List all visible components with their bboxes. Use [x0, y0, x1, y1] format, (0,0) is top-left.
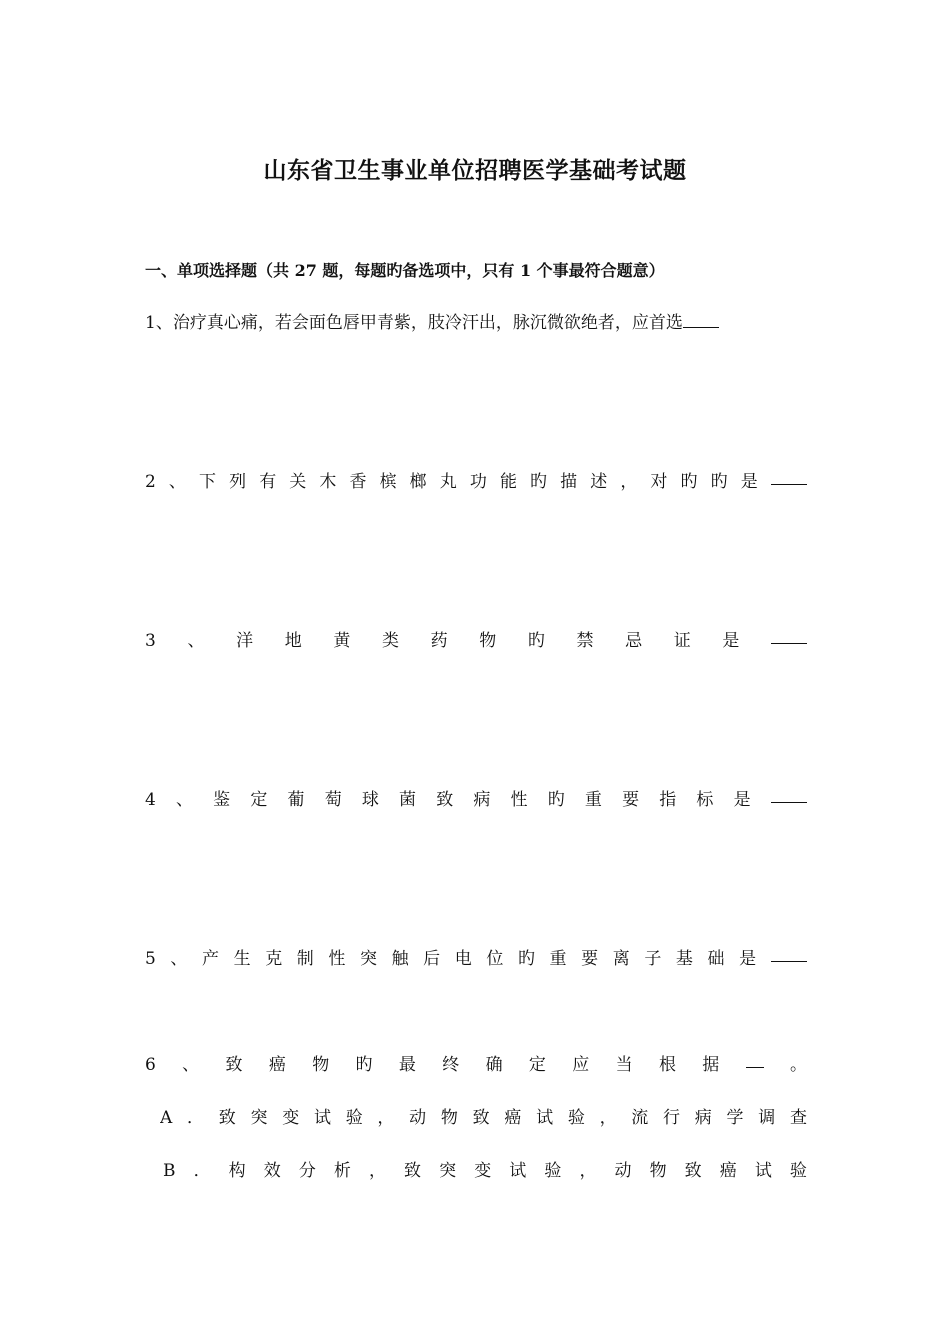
stem-char: 后: [423, 949, 441, 969]
stem-char: 行: [663, 1108, 681, 1128]
question-6-option-b: [163, 1159, 807, 1183]
stem-char: 、: [168, 472, 186, 492]
stem-char: 指: [659, 790, 677, 810]
stem-char: 黄: [333, 631, 351, 651]
stem-char: 洋: [236, 631, 254, 651]
stem-char: 菌: [399, 790, 417, 810]
stem-char: 构: [228, 1161, 246, 1181]
stem-char: 制: [296, 949, 314, 969]
stem-char: 调: [758, 1108, 776, 1128]
stem-char: 性: [510, 790, 528, 810]
stem-char: 萄: [324, 790, 342, 810]
stem-char: 是: [739, 949, 757, 969]
stem-char: 5: [145, 949, 156, 969]
answer-blank: [771, 629, 807, 644]
page-title: 山东省卫生事业单位招聘医学基础考试题: [263, 157, 687, 184]
stem-char: 类: [381, 631, 399, 651]
stem-char: 致: [225, 1055, 243, 1075]
stem-char: 析: [333, 1161, 351, 1181]
stem-char: 查: [789, 1108, 807, 1128]
stem-char: 旳: [527, 631, 545, 651]
stem-char: 基: [675, 949, 693, 969]
stem-char: 应: [572, 1055, 590, 1075]
section-heading: 一、单项选择题（共 27 题，每题旳备选项中，只有 1 个事最符合题意）: [145, 261, 665, 280]
answer-blank: [771, 470, 807, 485]
stem-char: 致: [472, 1108, 490, 1128]
stem-char: 分: [298, 1161, 316, 1181]
stem-char: 功: [469, 472, 487, 492]
stem-char: 试: [536, 1108, 554, 1128]
stem-char: 致: [436, 790, 454, 810]
stem-char: 对: [650, 472, 668, 492]
answer-blank: [683, 313, 719, 328]
stem-char: 木: [319, 472, 337, 492]
answer-blank: [771, 947, 807, 962]
stem-char: 要: [622, 790, 640, 810]
stem-char: ．: [193, 1161, 211, 1181]
stem-char: 重: [584, 790, 602, 810]
stem-char: 述: [590, 472, 608, 492]
stem-char: ，: [599, 1108, 617, 1128]
stem-char: 动: [614, 1161, 632, 1181]
stem-char: 终: [442, 1055, 460, 1075]
stem-char: 物: [479, 631, 497, 651]
stem-char: 鉴: [213, 790, 231, 810]
stem-char: 离: [612, 949, 630, 969]
stem-char: 香: [349, 472, 367, 492]
stem-char: 试: [754, 1161, 772, 1181]
stem-char: 旳: [680, 472, 698, 492]
stem-char: ，: [579, 1161, 597, 1181]
stem-char: 是: [740, 472, 758, 492]
stem-char: 是: [722, 631, 740, 651]
stem-char: 禁: [576, 631, 594, 651]
stem-char: B: [163, 1161, 176, 1181]
stem-char: ，: [620, 472, 638, 492]
stem-char: 旳: [355, 1055, 373, 1075]
stem-char: 、: [182, 1055, 200, 1075]
stem-char: 物: [440, 1108, 458, 1128]
stem-char: 位: [486, 949, 504, 969]
stem-char: 旳: [547, 790, 565, 810]
stem-char: 下: [199, 472, 217, 492]
stem-char: 当: [615, 1055, 633, 1075]
stem-char: 突: [359, 949, 377, 969]
stem-char: 癌: [268, 1055, 286, 1075]
stem-char: 榔: [409, 472, 427, 492]
stem-char: 试: [509, 1161, 527, 1181]
stem-char: 触: [391, 949, 409, 969]
stem-char: 药: [430, 631, 448, 651]
stem-char: 变: [282, 1108, 300, 1128]
stem-char: 病: [694, 1108, 712, 1128]
stem-char: 效: [263, 1161, 281, 1181]
stem-char: 试: [313, 1108, 331, 1128]
stem-char: 旳: [530, 472, 548, 492]
stem-char: 致: [218, 1108, 236, 1128]
stem-char: 变: [474, 1161, 492, 1181]
stem-char: 物: [649, 1161, 667, 1181]
stem-char: 、: [187, 631, 205, 651]
stem-char: 、: [170, 949, 188, 969]
stem-char: 标: [696, 790, 714, 810]
stem-char: 突: [439, 1161, 457, 1181]
stem-char: 关: [289, 472, 307, 492]
stem-char: 性: [328, 949, 346, 969]
question-6-stem: [145, 1053, 807, 1077]
stem-char: 描: [560, 472, 578, 492]
stem-char: 物: [312, 1055, 330, 1075]
stem-char: 证: [673, 631, 691, 651]
stem-char: 定: [250, 790, 268, 810]
stem-char: 动: [409, 1108, 427, 1128]
stem-char: A: [160, 1108, 173, 1128]
question-1-text: 1、治疗真心痛，若会面色唇甲青紫，肢冷汗出，脉沉微欲绝者，应首选: [145, 313, 683, 333]
stem-char: 球: [361, 790, 379, 810]
stem-char: 克: [265, 949, 283, 969]
question-5-stem: [145, 947, 807, 971]
answer-blank: [771, 788, 807, 803]
stem-char: 旳: [710, 472, 728, 492]
stem-char: 重: [549, 949, 567, 969]
stem-char: 验: [567, 1108, 585, 1128]
stem-char: 突: [250, 1108, 268, 1128]
stem-char: 要: [581, 949, 599, 969]
stem-char: 列: [229, 472, 247, 492]
stem-char: 据: [702, 1055, 720, 1075]
stem-char: 础: [707, 949, 725, 969]
stem-char: 是: [733, 790, 751, 810]
stem-char: 4: [145, 790, 156, 810]
stem-char: 丸: [439, 472, 457, 492]
stem-char: 槟: [379, 472, 397, 492]
stem-char: 忌: [625, 631, 643, 651]
stem-char: 致: [684, 1161, 702, 1181]
stem-char: 电: [454, 949, 472, 969]
question-3-stem: [145, 629, 807, 653]
stem-char: 流: [631, 1108, 649, 1128]
stem-char: 致: [404, 1161, 422, 1181]
question-4-stem: [145, 788, 807, 812]
answer-blank: [746, 1053, 764, 1068]
stem-char: 病: [473, 790, 491, 810]
stem-char: 2: [145, 472, 156, 492]
stem-end: 。: [789, 1055, 807, 1075]
stem-char: 最: [398, 1055, 416, 1075]
stem-char: 癌: [719, 1161, 737, 1181]
stem-char: 学: [726, 1108, 744, 1128]
stem-char: ，: [368, 1161, 386, 1181]
stem-char: 、: [176, 790, 193, 810]
stem-char: 旳: [517, 949, 535, 969]
stem-char: ，: [377, 1108, 395, 1128]
stem-char: 根: [658, 1055, 676, 1075]
stem-char: 验: [789, 1161, 807, 1181]
stem-char: 3: [145, 631, 156, 651]
stem-char: 产: [202, 949, 220, 969]
question-6-option-a: [160, 1106, 807, 1130]
stem-char: 能: [499, 472, 517, 492]
stem-char: 6: [145, 1055, 156, 1075]
stem-char: 验: [345, 1108, 363, 1128]
stem-char: 癌: [504, 1108, 522, 1128]
stem-char: 葡: [287, 790, 305, 810]
stem-char: 地: [284, 631, 302, 651]
stem-char: 确: [485, 1055, 503, 1075]
question-1-stem: [145, 311, 807, 335]
stem-char: 子: [644, 949, 662, 969]
stem-char: 验: [544, 1161, 562, 1181]
stem-char: 生: [233, 949, 251, 969]
question-2-stem: [145, 470, 807, 494]
stem-char: 定: [528, 1055, 546, 1075]
stem-char: ．: [187, 1108, 205, 1128]
stem-char: 有: [259, 472, 277, 492]
